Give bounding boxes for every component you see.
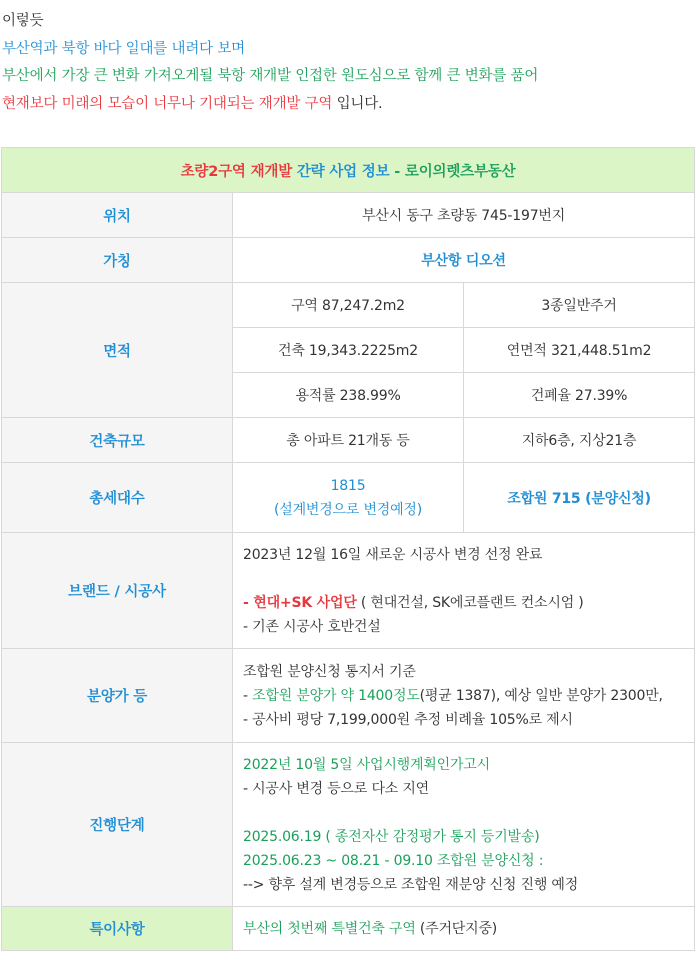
intro-line-3: 부산에서 가장 큰 변화 가져오게될 북항 재개발 인접한 원도심으로 함께 큰 변화를 품어 — [2, 68, 539, 84]
households-total-note: (설계변경으로 변경예정) — [273, 501, 422, 518]
value-brand — [233, 533, 695, 649]
table-title-blue: 간략 사업 정보 — [292, 163, 390, 180]
value-area-building: 건축 19,343.2225m2 — [233, 328, 464, 373]
price-line-3: - 공사비 평당 7,199,000원 추정 비례율 105%로 제시 — [243, 711, 573, 728]
label-special: 특이사항 — [2, 907, 233, 951]
label-brand: 브랜드 / 시공사 — [2, 533, 233, 649]
progress-line-1: 2022년 10월 5일 사업시행계획인가고시 — [243, 756, 490, 773]
value-progress — [233, 743, 695, 907]
value-scale-floors: 지하6층, 지상21층 — [464, 418, 695, 463]
table-title-green: - 로이의렛츠부동산 — [389, 163, 516, 180]
value-households-members: 조합원 715 (분양신청) — [464, 463, 695, 533]
intro-line-4-highlight: 현재보다 미래의 모습이 너무나 기대되는 재개발 구역 — [2, 95, 333, 112]
table-title — [2, 148, 695, 193]
price-line-2-rest: (평균 1387), 예상 일반 분양가 2300만, — [419, 687, 663, 704]
intro-line-4-end: 입니다. — [332, 95, 383, 112]
table-title-row — [2, 148, 695, 193]
intro-line-1: 이렇듯 — [2, 13, 44, 29]
label-households: 총세대수 — [2, 463, 233, 533]
table-title-red: 초량2구역 재개발 — [180, 163, 293, 180]
value-area-far: 용적률 238.99% — [233, 373, 464, 418]
value-area-bcr: 건폐율 27.39% — [464, 373, 695, 418]
intro-line-4 — [2, 91, 696, 119]
special-rest: (주거단지중) — [415, 920, 498, 937]
price-line-2 — [243, 684, 684, 708]
label-price: 분양가 등 — [2, 649, 233, 743]
brand-line-2 — [243, 591, 684, 615]
price-line-2-prefix: - — [243, 687, 253, 704]
value-households-total — [233, 463, 464, 533]
info-table-wrapper — [1, 147, 695, 951]
label-nickname: 가칭 — [2, 238, 233, 283]
table-row-scale — [2, 418, 695, 463]
brand-line-3: - 기존 시공사 호반건설 — [243, 618, 381, 635]
label-location: 위치 — [2, 193, 233, 238]
table-row-location — [2, 193, 695, 238]
intro-line-2: 부산역과 북항 바다 일대를 내려다 보며 — [2, 40, 245, 57]
value-area-zone: 구역 87,247.2m2 — [233, 283, 464, 328]
value-special — [233, 907, 695, 951]
progress-line-3: 2025.06.19 ( 종전자산 감정평가 통지 등기발송) — [243, 828, 540, 845]
table-row-area-1 — [2, 283, 695, 328]
value-nickname: 부산항 디오션 — [233, 238, 695, 283]
brand-consortium-members: ( 현대건설, SK에코플랜트 컨소시엄 ) — [356, 594, 584, 611]
table-row-nickname — [2, 238, 695, 283]
value-area-floor: 연면적 321,448.51m2 — [464, 328, 695, 373]
value-area-zoning: 3종일반주거 — [464, 283, 695, 328]
special-highlight: 부산의 첫번째 특별건축 구역 — [243, 920, 416, 937]
table-row-households — [2, 463, 695, 533]
label-area: 면적 — [2, 283, 233, 418]
label-progress: 진행단계 — [2, 743, 233, 907]
value-price — [233, 649, 695, 743]
intro-text — [0, 0, 696, 118]
brand-line-1: 2023년 12월 16일 새로운 시공사 변경 선정 완료 — [243, 546, 543, 563]
progress-line-5: --> 향후 설계 변경등으로 조합원 재분양 신청 진행 예정 — [243, 876, 579, 893]
table-row-progress — [2, 743, 695, 907]
value-location: 부산시 동구 초량동 745-197번지 — [233, 193, 695, 238]
progress-line-2: - 시공사 변경 등으로 다소 지연 — [243, 780, 429, 797]
table-row-price — [2, 649, 695, 743]
progress-line-4: 2025.06.23 ~ 08.21 - 09.10 조합원 분양신청 : — [243, 852, 544, 869]
price-line-1: 조합원 분양신청 통지서 기준 — [243, 663, 416, 680]
project-info-table — [1, 147, 695, 951]
price-member: 조합원 분양가 약 1400정도 — [252, 687, 420, 704]
households-total: 1815 — [330, 477, 366, 494]
brand-consortium: - 현대+SK 사업단 — [243, 594, 357, 611]
label-scale: 건축규모 — [2, 418, 233, 463]
table-row-special — [2, 907, 695, 951]
table-row-brand — [2, 533, 695, 649]
value-scale-buildings: 총 아파트 21개동 등 — [233, 418, 464, 463]
